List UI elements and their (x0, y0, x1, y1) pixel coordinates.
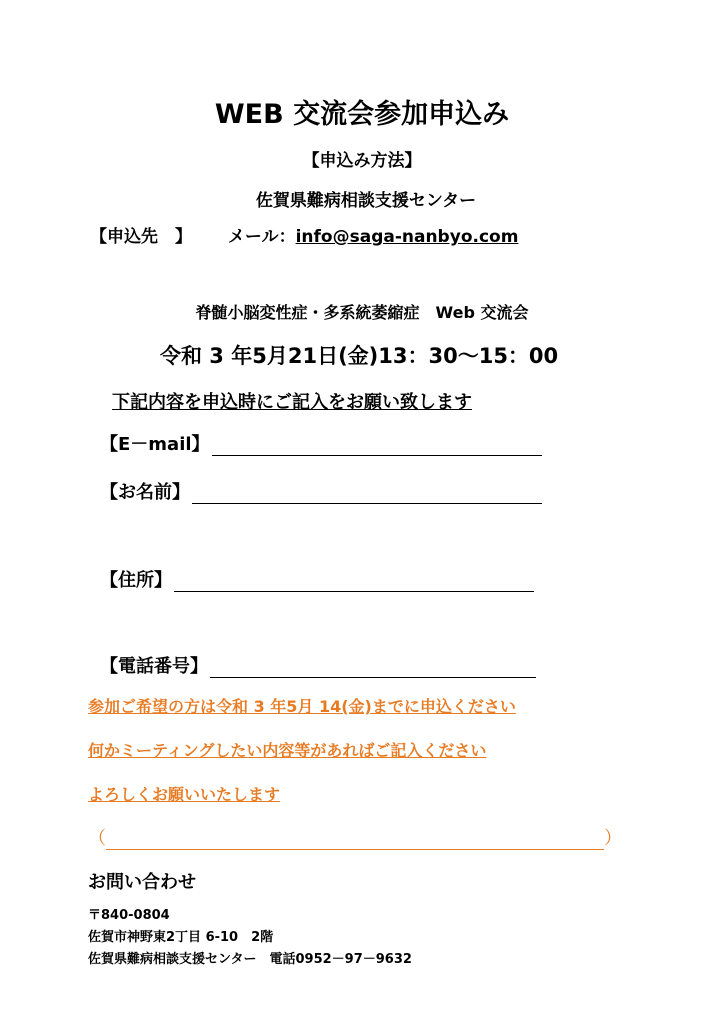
event-name: 脊髄小脳変性症・多系統萎縮症 Web 交流会 (195, 303, 529, 322)
name-field-line[interactable] (192, 485, 542, 504)
destination-label: 【申込先 】 (90, 227, 192, 247)
organization-name: 佐賀県難病相談支援センター (255, 191, 477, 211)
mail-label: メール： (227, 227, 296, 247)
address-field-label: 【住所】 (100, 570, 172, 591)
phone-field[interactable] (100, 652, 536, 678)
instruction-text: 下記内容を申込時にご記入をお願い致します (112, 392, 472, 413)
phone-field-line[interactable] (210, 659, 536, 678)
paren-open: （ (88, 828, 106, 849)
regards-note: よろしくお願いいたします (88, 785, 281, 804)
page-title: WEB 交流会参加申込み (214, 99, 510, 130)
paren-close: ） (604, 828, 622, 849)
name-field-label: 【お名前】 (100, 482, 190, 503)
postal-code: 〒840-0804 (88, 908, 170, 923)
phone-field-label: 【電話番号】 (100, 656, 208, 677)
address-field-line[interactable] (174, 573, 534, 592)
name-field[interactable] (100, 478, 542, 504)
meeting-comment-line[interactable] (106, 831, 604, 850)
meeting-note: 何かミーティングしたい内容等があればご記入ください (88, 741, 487, 760)
email-field-label: 【E－mail】 (100, 434, 210, 455)
contact-address: 佐賀市神野東2丁目 6-10 2階 (88, 930, 274, 945)
event-datetime: 令和 3 年5月21日(金)13：30～15：00 (160, 344, 559, 368)
contact-phone: 佐賀県難病相談支援センター 電話0952－97－9632 (88, 952, 412, 967)
email-field-line[interactable] (212, 437, 542, 456)
application-method-heading: 【申込み方法】 (302, 151, 422, 171)
address-field[interactable] (100, 566, 534, 592)
email-link[interactable]: info@saga-nanbyo.com (295, 227, 519, 247)
deadline-note: 参加ご希望の方は令和 3 年5月 14(金)までに申込ください (88, 697, 516, 716)
application-destination (90, 222, 518, 247)
meeting-comment-field[interactable] (88, 824, 622, 850)
email-field[interactable] (100, 430, 542, 456)
contact-heading: お問い合わせ (88, 872, 196, 893)
